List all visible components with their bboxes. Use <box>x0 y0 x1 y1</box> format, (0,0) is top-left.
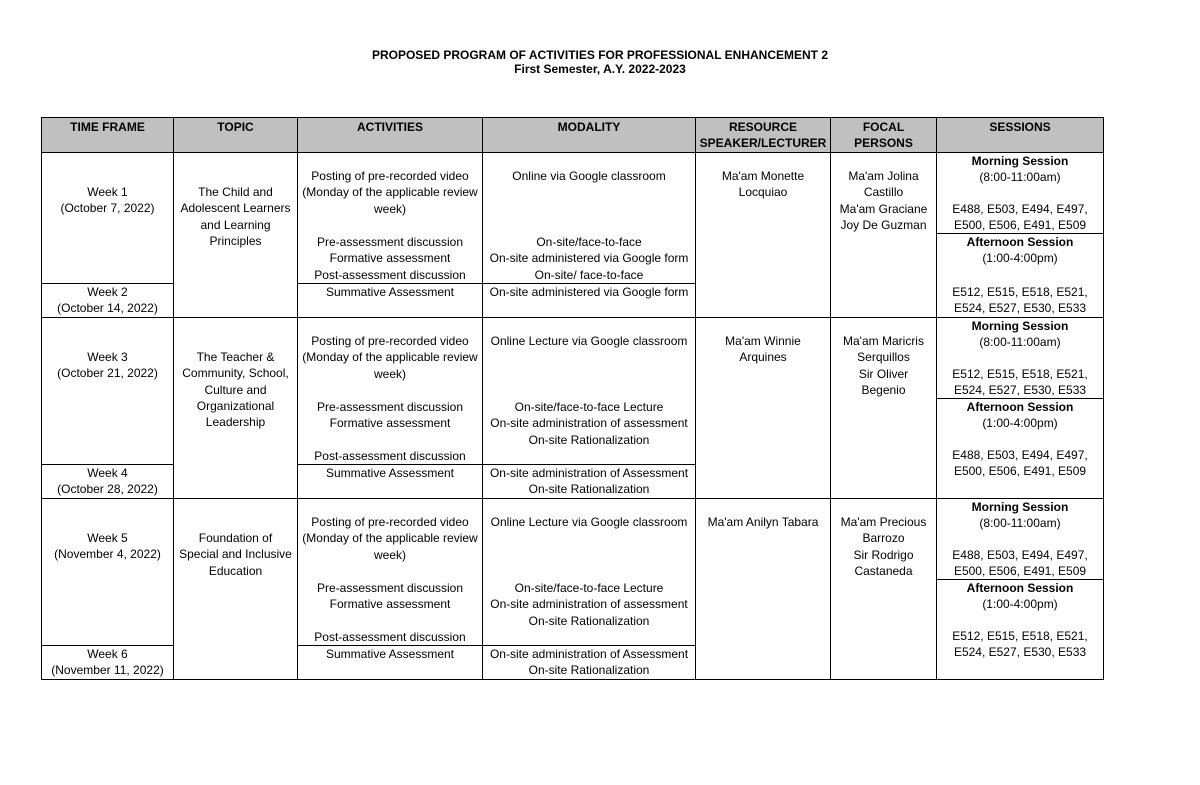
activities-cell: Posting of pre-recorded video (Monday of the applicable review week) Pre-assessment discussion Formative assessment Post-assessment discussion <box>297 498 483 646</box>
week-label: Week 1 <box>87 185 128 199</box>
document-title: PROPOSED PROGRAM OF ACTIVITIES FOR PROFESSIONAL ENHANCEMENT 2 <box>371 48 829 62</box>
document-subtitle: First Semester, A.Y. 2022-2023 <box>514 62 686 76</box>
week-cell <box>41 464 174 499</box>
morning-session-cell: Morning Session (8:00-11:00am) E512, E515, E518, E521, E524, E527, E530, E533 <box>936 317 1104 399</box>
week-label: Week 6 <box>87 647 128 661</box>
morning-session-cell: Morning Session (8:00-11:00am) E488, E503, E494, E497, E500, E506, E491, E509 <box>936 498 1104 580</box>
topic-cell <box>173 317 298 499</box>
session-label: Morning Session <box>971 154 1069 168</box>
modality-cell: Online via Google classroom On-site/face-to-face On-site administered via Google form On-site/ face-to-face <box>482 152 696 284</box>
session-time: (8:00-11:00am) <box>979 335 1061 350</box>
topic-text: The Teacher & Community, School, Culture and Organizational Leadership <box>182 350 289 430</box>
header-sessions: SESSIONS <box>936 117 1104 153</box>
activities-summative-cell: Summative Assessment <box>297 283 483 318</box>
header-modality: MODALITY <box>482 117 696 153</box>
week-cell <box>41 645 174 680</box>
week-label: Week 3 <box>87 350 128 364</box>
week-label: Week 4 <box>87 466 128 480</box>
focal-persons-cell: Ma'am Maricris Serquillos Sir Oliver Begenio <box>830 317 937 499</box>
activities-summative-cell: Summative Assessment <box>297 464 483 499</box>
week-cell <box>41 283 174 318</box>
week-date: (October 14, 2022) <box>57 301 158 316</box>
week-date: (October 7, 2022) <box>60 201 155 216</box>
week-cell <box>41 498 174 646</box>
speaker-cell: Ma'am Winnie Arquines <box>695 317 831 499</box>
header-activities: ACTIVITIES <box>297 117 483 153</box>
modality-cell: Online Lecture via Google classroom On-site/face-to-face Lecture On-site administration of assessment On-site Rationalization <box>482 498 696 646</box>
topic-cell <box>173 498 298 680</box>
session-time: (8:00-11:00am) <box>979 516 1061 531</box>
session-time: (1:00-4:00pm) <box>982 416 1058 431</box>
modality-summative-cell: On-site administration of Assessment On-site Rationalization <box>482 645 696 680</box>
afternoon-session-cell: Afternoon Session (1:00-4:00pm) E512, E515, E518, E521, E524, E527, E530, E533 <box>936 233 1104 318</box>
focal-persons-cell: Ma'am Jolina Castillo Ma'am Graciane Joy De Guzman <box>830 152 937 318</box>
week-cell <box>41 317 174 465</box>
week-label: Week 2 <box>87 285 128 299</box>
week-date: (November 11, 2022) <box>51 663 164 678</box>
activities-cell: Posting of pre-recorded video (Monday of the applicable review week) Pre-assessment discussion Formative assessment Post-assessment discussion <box>297 317 483 465</box>
week-cell <box>41 152 174 284</box>
header-focal-persons: FOCAL PERSONS <box>830 117 937 153</box>
modality-cell: Online Lecture via Google classroom On-site/face-to-face Lecture On-site administration of assessment On-site Rationalization <box>482 317 696 465</box>
week-date: (October 21, 2022) <box>57 366 158 381</box>
afternoon-session-cell: Afternoon Session (1:00-4:00pm) E512, E515, E518, E521, E524, E527, E530, E533 <box>936 579 1104 680</box>
header-topic: TOPIC <box>173 117 298 153</box>
session-time: (1:00-4:00pm) <box>982 251 1058 266</box>
speaker-cell: Ma'am Anilyn Tabara <box>695 498 831 680</box>
session-label: Afternoon Session <box>966 235 1074 249</box>
session-time: (8:00-11:00am) <box>979 170 1061 185</box>
afternoon-session-cell: Afternoon Session (1:00-4:00pm) E488, E503, E494, E497, E500, E506, E491, E509 <box>936 398 1104 499</box>
activities-summative-cell: Summative Assessment <box>297 645 483 680</box>
morning-session-cell: Morning Session (8:00-11:00am) E488, E503, E494, E497, E500, E506, E491, E509 <box>936 152 1104 234</box>
session-label: Afternoon Session <box>966 400 1074 414</box>
topic-cell <box>173 152 298 318</box>
header-time-frame: TIME FRAME <box>41 117 174 153</box>
topic-text: The Child and Adolescent Learners and Learning Principles <box>180 185 291 248</box>
focal-persons-cell: Ma'am Precious Barrozo Sir Rodrigo Castaneda <box>830 498 937 680</box>
session-label: Afternoon Session <box>966 581 1074 595</box>
activities-cell: Posting of pre-recorded video (Monday of the applicable review week) Pre-assessment discussion Formative assessment Post-assessment discussion <box>297 152 483 284</box>
modality-summative-cell: On-site administered via Google form <box>482 283 696 318</box>
session-time: (1:00-4:00pm) <box>982 597 1058 612</box>
speaker-cell: Ma'am Monette Locquiao <box>695 152 831 318</box>
modality-summative-cell: On-site administration of Assessment On-site Rationalization <box>482 464 696 499</box>
session-label: Morning Session <box>971 500 1069 514</box>
session-label: Morning Session <box>971 319 1069 333</box>
week-date: (November 4, 2022) <box>54 547 161 562</box>
topic-text: Foundation of Special and Inclusive Education <box>179 531 292 578</box>
week-label: Week 5 <box>87 531 128 545</box>
week-date: (October 28, 2022) <box>57 482 158 497</box>
header-resource-speaker: RESOURCE SPEAKER/LECTURER <box>695 117 831 153</box>
